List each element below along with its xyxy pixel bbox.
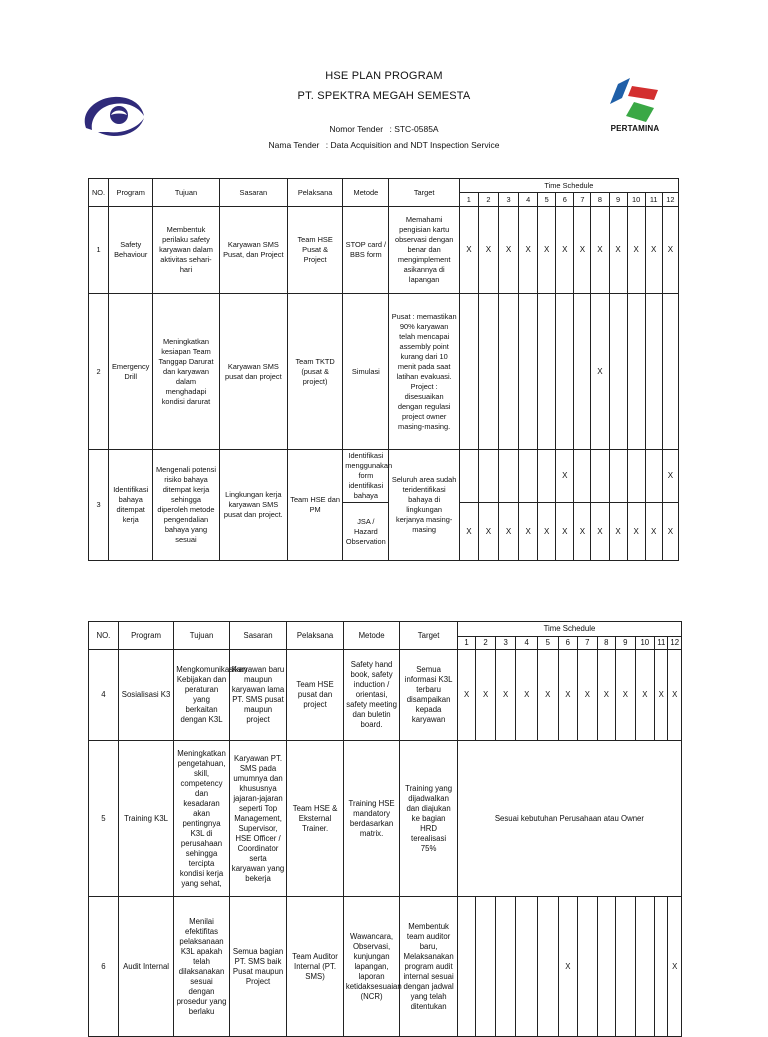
col-no: NO.: [89, 179, 109, 207]
schedule-cell: [459, 450, 478, 503]
row-sasaran: Semua bagian PT. SMS baik Pusat maupun Project: [229, 897, 287, 1037]
schedule-cell: X: [645, 207, 662, 294]
schedule-cell: X: [538, 503, 556, 561]
schedule-cell: [627, 294, 645, 450]
schedule-cell: X: [662, 503, 678, 561]
schedule-cell: [538, 294, 556, 450]
row-pelaksana: Team TKTD (pusat & project): [287, 294, 342, 450]
schedule-cell: X: [578, 650, 598, 741]
schedule-cell: [495, 897, 516, 1037]
schedule-cell: X: [538, 207, 556, 294]
month-header: 6: [556, 193, 574, 207]
col-sasaran: Sasaran: [229, 622, 287, 650]
month-header: 7: [574, 193, 591, 207]
schedule-cell: [616, 897, 636, 1037]
schedule-cell: [645, 450, 662, 503]
table-row: [89, 650, 682, 741]
row-pelaksana: Team HSE pusat dan project: [287, 650, 344, 741]
schedule-cell: [635, 897, 655, 1037]
month-header: 8: [591, 193, 609, 207]
month-header: 11: [655, 637, 668, 650]
col-sasaran: Sasaran: [219, 179, 287, 207]
col-program: Program: [109, 179, 153, 207]
month-header: 10: [635, 637, 655, 650]
month-header: 2: [476, 637, 496, 650]
schedule-cell: X: [459, 207, 478, 294]
row-pelaksana: Team HSE dan PM: [287, 450, 342, 561]
row-pelaksana: Team HSE & Eksternal Trainer.: [287, 741, 344, 897]
header-row: [89, 622, 682, 637]
schedule-cell: X: [627, 503, 645, 561]
month-header: 9: [609, 193, 627, 207]
row-metode: Wawancara, Observasi, kunjungan lapangan, laporan ketidaksesuaian (NCR): [343, 897, 400, 1037]
table-row: [89, 207, 679, 294]
row-tujuan: Menilai efektifitas pelaksanaan K3L apakah telah dilaksanakan sesuai dengan prosedur yang berlaku: [174, 897, 229, 1037]
pertamina-mark-icon: [604, 78, 666, 124]
month-header: 1: [457, 637, 475, 650]
row-sasaran: Karyawan PT. SMS pada umumnya dan khususnya jajaran-jajaran seperti Top Management, Supervisor, HSE Officer / Coordinator serta karyawan yang bekerja: [229, 741, 287, 897]
row-tujuan: Membentuk perilaku safety karyawan dalam aktivitas sehari-hari: [153, 207, 219, 294]
schedule-cell: [478, 450, 498, 503]
table-row: [89, 294, 679, 450]
schedule-cell: [459, 294, 478, 450]
schedule-cell: X: [478, 503, 498, 561]
col-tujuan: Tujuan: [153, 179, 219, 207]
schedule-cell: X: [519, 207, 538, 294]
schedule-cell: [627, 450, 645, 503]
row-pelaksana: Team Auditor Internal (PT. SMS): [287, 897, 344, 1037]
schedule-cell: [609, 294, 627, 450]
schedule-cell: X: [476, 650, 496, 741]
schedule-cell: X: [591, 294, 609, 450]
month-header: 8: [597, 637, 615, 650]
row-target: Memahami pengisian kartu observasi dengan benar dan mengimplement asikannya di lapangan: [389, 207, 459, 294]
schedule-cell: [519, 450, 538, 503]
row-metode: Identifikasi menggunakan form identifikasi bahaya: [343, 450, 389, 503]
schedule-cell: [519, 294, 538, 450]
schedule-cell: [591, 450, 609, 503]
row-program: Safety Behaviour: [109, 207, 153, 294]
schedule-cell: X: [499, 503, 519, 561]
schedule-cell: X: [478, 207, 498, 294]
row-target: Membentuk team auditor baru, Melaksanakan program audit internal sesuai dengan jadwal yang telah ditentukan: [400, 897, 458, 1037]
month-header: 4: [519, 193, 538, 207]
schedule-cell: X: [558, 897, 578, 1037]
row-no: 1: [89, 207, 109, 294]
schedule-cell: [662, 294, 678, 450]
col-tujuan: Tujuan: [174, 622, 229, 650]
row-program: Training K3L: [118, 741, 173, 897]
schedule-cell: X: [668, 650, 682, 741]
schedule-cell: X: [556, 207, 574, 294]
schedule-cell: X: [556, 450, 574, 503]
month-header: 4: [516, 637, 538, 650]
schedule-cell: X: [591, 503, 609, 561]
row-target: Semua informasi K3L terbaru disampaikan kepada karyawan: [400, 650, 458, 741]
col-time-schedule: Time Schedule: [459, 179, 678, 193]
row-tujuan: Meningkatkan pengetahuan, skill, competency dan kesadaran akan pentingnya K3L di perusahaan sehingga tercipta kondisi kerja yang sehat,: [174, 741, 229, 897]
schedule-cell: X: [635, 650, 655, 741]
row-target: Training yang dijadwalkan dan diajukan ke bagian HRD terealisasi 75%: [400, 741, 458, 897]
col-metode: Metode: [343, 622, 400, 650]
schedule-cell: [476, 897, 496, 1037]
schedule-cell: X: [556, 503, 574, 561]
month-header: 11: [645, 193, 662, 207]
schedule-cell: X: [591, 207, 609, 294]
schedule-cell: [516, 897, 538, 1037]
col-pelaksana: Pelaksana: [287, 622, 344, 650]
row-sasaran: Karyawan SMS pusat dan project: [219, 294, 287, 450]
col-no: NO.: [89, 622, 119, 650]
tender-name-label: Nama Tender: [268, 140, 320, 150]
month-header: 7: [578, 637, 598, 650]
schedule-cell: X: [609, 503, 627, 561]
schedule-cell: [478, 294, 498, 450]
tender-number-value: : STC-0585A: [389, 124, 439, 134]
schedule-cell: [538, 450, 556, 503]
row-sasaran: Karyawan SMS Pusat, dan Project: [219, 207, 287, 294]
schedule-cell: [499, 450, 519, 503]
schedule-cell: X: [616, 650, 636, 741]
row-program: Identifikasi bahaya ditempat kerja: [109, 450, 153, 561]
month-header: 10: [627, 193, 645, 207]
month-header: 2: [478, 193, 498, 207]
row-tujuan: Mengenali potensi risiko bahaya ditempat kerja sehingga diperoleh metode pengendalian bahaya yang sesuai: [153, 450, 219, 561]
schedule-cell: X: [662, 450, 678, 503]
row-metode: Safety hand book, safety induction / orientasi, safety meeting dan buletin board.: [343, 650, 400, 741]
schedule-cell: X: [655, 650, 668, 741]
row-target: Pusat : memastikan 90% karyawan telah mencapai assembly point kurang dari 10 menit pada saat latihan evakuasi. Project : disesuaikan dengan regulasi project owner masing-masing.: [389, 294, 459, 450]
schedule-cell: X: [558, 650, 578, 741]
schedule-cell: [499, 294, 519, 450]
row-program: Sosialisasi K3: [118, 650, 173, 741]
header-row: [89, 179, 679, 193]
schedule-cell: X: [609, 207, 627, 294]
table-row: [89, 897, 682, 1037]
tender-name: [0, 140, 768, 150]
month-header: 12: [662, 193, 678, 207]
schedule-cell: X: [516, 650, 538, 741]
schedule-cell: [556, 294, 574, 450]
schedule-cell: X: [495, 650, 516, 741]
month-header: 1: [459, 193, 478, 207]
col-target: Target: [389, 179, 459, 207]
row-no: 2: [89, 294, 109, 450]
schedule-cell: [597, 897, 615, 1037]
row-target: Seluruh area sudah teridentifikasi bahaya di lingkungan kerjanya masing-masing: [389, 450, 459, 561]
month-header: 12: [668, 637, 682, 650]
schedule-cell: X: [457, 650, 475, 741]
month-header: 6: [558, 637, 578, 650]
row-metode: Training HSE mandatory berdasarkan matrix.: [343, 741, 400, 897]
table-row: [89, 450, 679, 503]
pertamina-wordmark: PERTAMINA: [610, 124, 660, 133]
schedule-cell: [609, 450, 627, 503]
month-header: 5: [538, 193, 556, 207]
col-time-schedule: Time Schedule: [457, 622, 681, 637]
schedule-cell: X: [519, 503, 538, 561]
col-target: Target: [400, 622, 458, 650]
row-tujuan: Mengkomunikasikan Kebijakan dan peraturan yang berkaitan dengan K3L: [174, 650, 229, 741]
document-header: [0, 0, 768, 170]
schedule-cell: X: [459, 503, 478, 561]
row-metode: JSA / Hazard Observation: [343, 503, 389, 561]
schedule-cell: X: [574, 207, 591, 294]
hse-plan-table-1: [88, 178, 679, 561]
schedule-cell: X: [662, 207, 678, 294]
schedule-cell: X: [627, 207, 645, 294]
row-sasaran: Lingkungan kerja karyawan SMS pusat dan project.: [219, 450, 287, 561]
schedule-cell: [578, 897, 598, 1037]
schedule-cell: [574, 450, 591, 503]
col-pelaksana: Pelaksana: [287, 179, 342, 207]
tender-name-value: : Data Acquisition and NDT Inspection Service: [325, 140, 500, 150]
col-metode: Metode: [343, 179, 389, 207]
schedule-cell: [537, 897, 558, 1037]
schedule-cell: [655, 897, 668, 1037]
schedule-cell: X: [499, 207, 519, 294]
row-program: Audit Internal: [118, 897, 173, 1037]
document-title: HSE PLAN PROGRAM: [325, 70, 443, 82]
row-metode: STOP card / BBS form: [343, 207, 389, 294]
schedule-cell: [574, 294, 591, 450]
row-no: 6: [89, 897, 119, 1037]
row-tujuan: Meningkatkan kesiapan Team Tanggap Darurat dan karyawan dalam menghadapi kondisi darurat: [153, 294, 219, 450]
row-no: 3: [89, 450, 109, 561]
month-header: 9: [616, 637, 636, 650]
company-name: PT. SPEKTRA MEGAH SEMESTA: [297, 90, 471, 102]
pertamina-logo: [604, 78, 666, 138]
row-no: 4: [89, 650, 119, 741]
schedule-cell: X: [574, 503, 591, 561]
hse-plan-table-2: [88, 621, 682, 1037]
month-header: 5: [537, 637, 558, 650]
row-pelaksana: Team HSE Pusat & Project: [287, 207, 342, 294]
schedule-cell: X: [597, 650, 615, 741]
row-sasaran: Karyawan baru maupun karyawan lama PT. SMS pusat maupun project: [229, 650, 287, 741]
table-row: [89, 741, 682, 897]
tender-number-label: Nomor Tender: [329, 124, 384, 134]
row-no: 5: [89, 741, 119, 897]
schedule-cell: X: [645, 503, 662, 561]
month-header: 3: [499, 193, 519, 207]
schedule-cell: [645, 294, 662, 450]
schedule-note: Sesuai kebutuhan Perusahaan atau Owner: [457, 741, 681, 897]
col-program: Program: [118, 622, 173, 650]
schedule-cell: X: [668, 897, 682, 1037]
schedule-cell: X: [537, 650, 558, 741]
row-program: Emergency Drill: [109, 294, 153, 450]
row-metode: Simulasi: [343, 294, 389, 450]
month-header: 3: [495, 637, 516, 650]
schedule-cell: [457, 897, 475, 1037]
